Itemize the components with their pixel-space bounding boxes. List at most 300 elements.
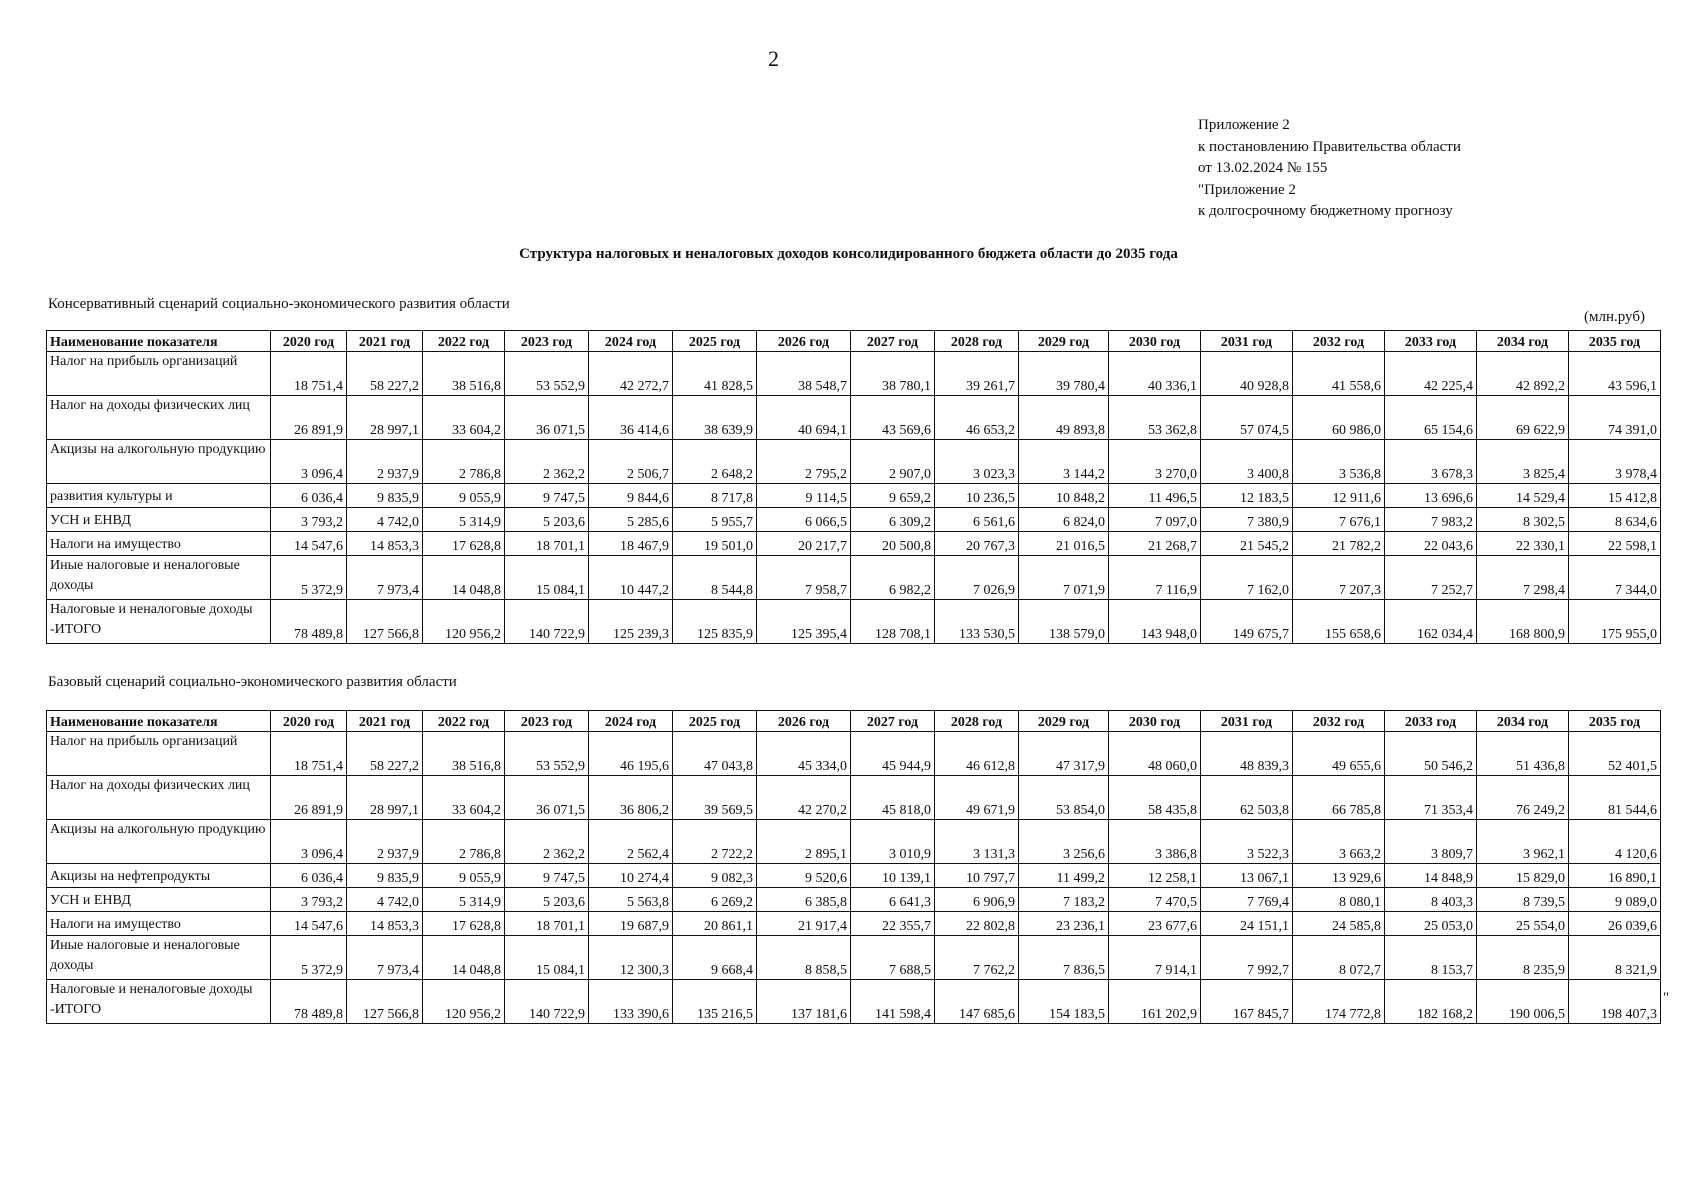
- value-cell: 78 489,8: [271, 600, 347, 644]
- column-header-year: 2027 год: [851, 331, 935, 352]
- column-header-indicator: Наименование показателя: [47, 711, 271, 732]
- value-cell: 15 829,0: [1477, 864, 1569, 888]
- value-cell: 143 948,0: [1109, 600, 1201, 644]
- value-cell: 81 544,6: [1569, 776, 1661, 820]
- value-cell: 2 907,0: [851, 440, 935, 484]
- column-header-year: 2029 год: [1019, 331, 1109, 352]
- column-header-year: 2033 год: [1385, 711, 1477, 732]
- value-cell: 3 793,2: [271, 888, 347, 912]
- value-cell: 149 675,7: [1201, 600, 1293, 644]
- value-cell: 6 066,5: [757, 508, 851, 532]
- value-cell: 175 955,0: [1569, 600, 1661, 644]
- value-cell: 20 217,7: [757, 532, 851, 556]
- value-cell: 23 236,1: [1019, 912, 1109, 936]
- value-cell: 7 676,1: [1293, 508, 1385, 532]
- table-row: [47, 980, 1661, 1024]
- value-cell: 53 552,9: [505, 352, 589, 396]
- value-cell: 49 893,8: [1019, 396, 1109, 440]
- value-cell: 9 055,9: [423, 484, 505, 508]
- value-cell: 46 612,8: [935, 732, 1019, 776]
- value-cell: 76 249,2: [1477, 776, 1569, 820]
- value-cell: 18 467,9: [589, 532, 673, 556]
- appendix-line: к постановлению Правительства области: [1198, 138, 1461, 155]
- value-cell: 26 891,9: [271, 776, 347, 820]
- value-cell: 9 659,2: [851, 484, 935, 508]
- appendix-line: "Приложение 2: [1198, 181, 1296, 198]
- value-cell: 6 036,4: [271, 864, 347, 888]
- value-cell: 2 937,9: [347, 440, 423, 484]
- table-header-row: [47, 711, 1661, 732]
- value-cell: 21 545,2: [1201, 532, 1293, 556]
- value-cell: 10 274,4: [589, 864, 673, 888]
- value-cell: 42 270,2: [757, 776, 851, 820]
- appendix-line: к долгосрочному бюджетному прогнозу: [1198, 203, 1453, 219]
- column-header-year: 2023 год: [505, 331, 589, 352]
- value-cell: 11 496,5: [1109, 484, 1201, 508]
- value-cell: 3 270,0: [1109, 440, 1201, 484]
- value-cell: 127 566,8: [347, 980, 423, 1024]
- value-cell: 39 780,4: [1019, 352, 1109, 396]
- value-cell: 3 256,6: [1019, 820, 1109, 864]
- value-cell: 38 548,7: [757, 352, 851, 396]
- value-cell: 40 694,1: [757, 396, 851, 440]
- value-cell: 12 258,1: [1109, 864, 1201, 888]
- column-header-year: 2032 год: [1293, 331, 1385, 352]
- column-header-year: 2035 год: [1569, 331, 1661, 352]
- value-cell: 190 006,5: [1477, 980, 1569, 1024]
- value-cell: 7 983,2: [1385, 508, 1477, 532]
- value-cell: 13 929,6: [1293, 864, 1385, 888]
- value-cell: 7 097,0: [1109, 508, 1201, 532]
- value-cell: 120 956,2: [423, 600, 505, 644]
- indicator-name-cell: Иные налоговые и неналоговые доходы: [47, 556, 271, 600]
- column-header-year: 2030 год: [1109, 711, 1201, 732]
- value-cell: 33 604,2: [423, 396, 505, 440]
- value-cell: 125 395,4: [757, 600, 851, 644]
- value-cell: 128 708,1: [851, 600, 935, 644]
- value-cell: 13 696,6: [1385, 484, 1477, 508]
- column-header-year: 2021 год: [347, 711, 423, 732]
- value-cell: 58 227,2: [347, 352, 423, 396]
- table-row: [47, 440, 1661, 484]
- value-cell: 28 997,1: [347, 396, 423, 440]
- value-cell: 15 084,1: [505, 556, 589, 600]
- base-scenario-caption: Базовый сценарий социально-экономического развития области: [48, 674, 457, 690]
- value-cell: 14 547,6: [271, 532, 347, 556]
- value-cell: 15 084,1: [505, 936, 589, 980]
- value-cell: 2 895,1: [757, 820, 851, 864]
- value-cell: 9 082,3: [673, 864, 757, 888]
- base-scenario-table: [46, 710, 1661, 1024]
- value-cell: 2 506,7: [589, 440, 673, 484]
- indicator-name-cell: развития культуры и: [47, 484, 271, 508]
- value-cell: 10 236,5: [935, 484, 1019, 508]
- value-cell: 15 412,8: [1569, 484, 1661, 508]
- value-cell: 14 848,9: [1385, 864, 1477, 888]
- indicator-name-cell: Акцизы на алкогольную продукцию: [47, 440, 271, 484]
- value-cell: 66 785,8: [1293, 776, 1385, 820]
- value-cell: 7 380,9: [1201, 508, 1293, 532]
- value-cell: 137 181,6: [757, 980, 851, 1024]
- value-cell: 26 039,6: [1569, 912, 1661, 936]
- value-cell: 53 854,0: [1019, 776, 1109, 820]
- value-cell: 25 554,0: [1477, 912, 1569, 936]
- table-row: [47, 396, 1661, 440]
- value-cell: 7 992,7: [1201, 936, 1293, 980]
- value-cell: 41 828,5: [673, 352, 757, 396]
- value-cell: 138 579,0: [1019, 600, 1109, 644]
- value-cell: 6 309,2: [851, 508, 935, 532]
- value-cell: 36 071,5: [505, 776, 589, 820]
- value-cell: 41 558,6: [1293, 352, 1385, 396]
- value-cell: 3 536,8: [1293, 440, 1385, 484]
- value-cell: 43 596,1: [1569, 352, 1661, 396]
- value-cell: 17 628,8: [423, 912, 505, 936]
- value-cell: 8 403,3: [1385, 888, 1477, 912]
- column-header-year: 2033 год: [1385, 331, 1477, 352]
- value-cell: 9 747,5: [505, 864, 589, 888]
- indicator-name-cell: Налог на доходы физических лиц: [47, 396, 271, 440]
- value-cell: 5 563,8: [589, 888, 673, 912]
- value-cell: 22 802,8: [935, 912, 1019, 936]
- value-cell: 62 503,8: [1201, 776, 1293, 820]
- value-cell: 2 362,2: [505, 440, 589, 484]
- column-header-year: 2024 год: [589, 711, 673, 732]
- value-cell: 162 034,4: [1385, 600, 1477, 644]
- value-cell: 9 055,9: [423, 864, 505, 888]
- value-cell: 135 216,5: [673, 980, 757, 1024]
- value-cell: 2 562,4: [589, 820, 673, 864]
- value-cell: 7 344,0: [1569, 556, 1661, 600]
- column-header-year: 2020 год: [271, 711, 347, 732]
- column-header-year: 2024 год: [589, 331, 673, 352]
- column-header-year: 2023 год: [505, 711, 589, 732]
- value-cell: 3 400,8: [1201, 440, 1293, 484]
- value-cell: 10 139,1: [851, 864, 935, 888]
- value-cell: 38 780,1: [851, 352, 935, 396]
- value-cell: 2 795,2: [757, 440, 851, 484]
- value-cell: 14 853,3: [347, 912, 423, 936]
- value-cell: 10 797,7: [935, 864, 1019, 888]
- value-cell: 127 566,8: [347, 600, 423, 644]
- indicator-name-cell: Налоговые и неналоговые доходы -ИТОГО: [47, 600, 271, 644]
- value-cell: 8 544,8: [673, 556, 757, 600]
- value-cell: 161 202,9: [1109, 980, 1201, 1024]
- column-header-year: 2034 год: [1477, 711, 1569, 732]
- column-header-year: 2021 год: [347, 331, 423, 352]
- value-cell: 42 892,2: [1477, 352, 1569, 396]
- indicator-name-cell: Акцизы на алкогольную продукцию: [47, 820, 271, 864]
- value-cell: 14 547,6: [271, 912, 347, 936]
- table-header-row: [47, 331, 1661, 352]
- indicator-name-cell: Налог на прибыль организаций: [47, 732, 271, 776]
- value-cell: 9 844,6: [589, 484, 673, 508]
- value-cell: 10 447,2: [589, 556, 673, 600]
- value-cell: 24 585,8: [1293, 912, 1385, 936]
- value-cell: 8 302,5: [1477, 508, 1569, 532]
- value-cell: 22 355,7: [851, 912, 935, 936]
- value-cell: 40 928,8: [1201, 352, 1293, 396]
- value-cell: 3 809,7: [1385, 820, 1477, 864]
- value-cell: 48 060,0: [1109, 732, 1201, 776]
- value-cell: 13 067,1: [1201, 864, 1293, 888]
- value-cell: 4 742,0: [347, 888, 423, 912]
- value-cell: 7 162,0: [1201, 556, 1293, 600]
- table-row: [47, 936, 1661, 980]
- value-cell: 58 227,2: [347, 732, 423, 776]
- value-cell: 48 839,3: [1201, 732, 1293, 776]
- value-cell: 10 848,2: [1019, 484, 1109, 508]
- value-cell: 20 861,1: [673, 912, 757, 936]
- value-cell: 49 655,6: [1293, 732, 1385, 776]
- value-cell: 198 407,3: [1569, 980, 1661, 1024]
- table-row: [47, 912, 1661, 936]
- column-header-year: 2025 год: [673, 711, 757, 732]
- value-cell: 65 154,6: [1385, 396, 1477, 440]
- value-cell: 50 546,2: [1385, 732, 1477, 776]
- value-cell: 7 836,5: [1019, 936, 1109, 980]
- value-cell: 8 321,9: [1569, 936, 1661, 980]
- value-cell: 125 835,9: [673, 600, 757, 644]
- value-cell: 154 183,5: [1019, 980, 1109, 1024]
- value-cell: 19 687,9: [589, 912, 673, 936]
- value-cell: 3 096,4: [271, 440, 347, 484]
- column-header-year: 2027 год: [851, 711, 935, 732]
- value-cell: 26 891,9: [271, 396, 347, 440]
- value-cell: 16 890,1: [1569, 864, 1661, 888]
- value-cell: 42 272,7: [589, 352, 673, 396]
- indicator-name-cell: Иные налоговые и неналоговые доходы: [47, 936, 271, 980]
- conservative-scenario-caption: Консервативный сценарий социально-экономического развития области: [48, 296, 510, 312]
- value-cell: 3 144,2: [1019, 440, 1109, 484]
- value-cell: 3 678,3: [1385, 440, 1477, 484]
- table-row: [47, 864, 1661, 888]
- table-row: [47, 888, 1661, 912]
- column-header-year: 2025 год: [673, 331, 757, 352]
- value-cell: 43 569,6: [851, 396, 935, 440]
- value-cell: 6 906,9: [935, 888, 1019, 912]
- value-cell: 7 973,4: [347, 556, 423, 600]
- indicator-name-cell: Акцизы на нефтепродукты: [47, 864, 271, 888]
- value-cell: 2 648,2: [673, 440, 757, 484]
- value-cell: 7 769,4: [1201, 888, 1293, 912]
- value-cell: 12 300,3: [589, 936, 673, 980]
- value-cell: 3 825,4: [1477, 440, 1569, 484]
- value-cell: 141 598,4: [851, 980, 935, 1024]
- value-cell: 5 314,9: [423, 888, 505, 912]
- value-cell: 3 962,1: [1477, 820, 1569, 864]
- value-cell: 2 362,2: [505, 820, 589, 864]
- column-header-year: 2030 год: [1109, 331, 1201, 352]
- table-row: [47, 352, 1661, 396]
- value-cell: 40 336,1: [1109, 352, 1201, 396]
- value-cell: 7 958,7: [757, 556, 851, 600]
- value-cell: 8 235,9: [1477, 936, 1569, 980]
- value-cell: 7 116,9: [1109, 556, 1201, 600]
- value-cell: 7 026,9: [935, 556, 1019, 600]
- value-cell: 18 701,1: [505, 912, 589, 936]
- value-cell: 4 120,6: [1569, 820, 1661, 864]
- value-cell: 38 516,8: [423, 732, 505, 776]
- value-cell: 7 071,9: [1019, 556, 1109, 600]
- indicator-name-cell: УСН и ЕНВД: [47, 508, 271, 532]
- value-cell: 36 414,6: [589, 396, 673, 440]
- value-cell: 3 096,4: [271, 820, 347, 864]
- appendix-line: Приложение 2: [1198, 117, 1290, 133]
- value-cell: 20 500,8: [851, 532, 935, 556]
- value-cell: 2 786,8: [423, 440, 505, 484]
- value-cell: 22 330,1: [1477, 532, 1569, 556]
- value-cell: 6 982,2: [851, 556, 935, 600]
- column-header-year: 2035 год: [1569, 711, 1661, 732]
- column-header-year: 2022 год: [423, 711, 505, 732]
- value-cell: 47 043,8: [673, 732, 757, 776]
- value-cell: 9 668,4: [673, 936, 757, 980]
- value-cell: 46 653,2: [935, 396, 1019, 440]
- value-cell: 155 658,6: [1293, 600, 1385, 644]
- value-cell: 38 639,9: [673, 396, 757, 440]
- column-header-year: 2031 год: [1201, 331, 1293, 352]
- value-cell: 14 853,3: [347, 532, 423, 556]
- value-cell: 53 552,9: [505, 732, 589, 776]
- value-cell: 182 168,2: [1385, 980, 1477, 1024]
- value-cell: 6 824,0: [1019, 508, 1109, 532]
- value-cell: 74 391,0: [1569, 396, 1661, 440]
- value-cell: 6 385,8: [757, 888, 851, 912]
- value-cell: 33 604,2: [423, 776, 505, 820]
- column-header-year: 2022 год: [423, 331, 505, 352]
- value-cell: 8 153,7: [1385, 936, 1477, 980]
- value-cell: 36 071,5: [505, 396, 589, 440]
- column-header-year: 2032 год: [1293, 711, 1385, 732]
- value-cell: 174 772,8: [1293, 980, 1385, 1024]
- value-cell: 7 688,5: [851, 936, 935, 980]
- column-header-year: 2020 год: [271, 331, 347, 352]
- value-cell: 6 561,6: [935, 508, 1019, 532]
- value-cell: 133 530,5: [935, 600, 1019, 644]
- value-cell: 5 372,9: [271, 556, 347, 600]
- value-cell: 6 641,3: [851, 888, 935, 912]
- value-cell: 11 499,2: [1019, 864, 1109, 888]
- closing-quote: ": [1663, 990, 1670, 1006]
- value-cell: 7 973,4: [347, 936, 423, 980]
- value-cell: 8 739,5: [1477, 888, 1569, 912]
- value-cell: 3 663,2: [1293, 820, 1385, 864]
- value-cell: 22 598,1: [1569, 532, 1661, 556]
- value-cell: 42 225,4: [1385, 352, 1477, 396]
- value-cell: 7 914,1: [1109, 936, 1201, 980]
- value-cell: 2 786,8: [423, 820, 505, 864]
- appendix-note: [1198, 115, 1461, 223]
- value-cell: 3 522,3: [1201, 820, 1293, 864]
- value-cell: 78 489,8: [271, 980, 347, 1024]
- value-cell: 45 334,0: [757, 732, 851, 776]
- indicator-name-cell: УСН и ЕНВД: [47, 888, 271, 912]
- table-row: [47, 600, 1661, 644]
- value-cell: 58 435,8: [1109, 776, 1201, 820]
- table-row: [47, 820, 1661, 864]
- value-cell: 39 569,5: [673, 776, 757, 820]
- value-cell: 46 195,6: [589, 732, 673, 776]
- value-cell: 9 835,9: [347, 864, 423, 888]
- value-cell: 45 818,0: [851, 776, 935, 820]
- value-cell: 17 628,8: [423, 532, 505, 556]
- value-cell: 8 717,8: [673, 484, 757, 508]
- value-cell: 5 285,6: [589, 508, 673, 532]
- column-header-indicator: Наименование показателя: [47, 331, 271, 352]
- value-cell: 39 261,7: [935, 352, 1019, 396]
- indicator-name-cell: Налоги на имущество: [47, 912, 271, 936]
- value-cell: 125 239,3: [589, 600, 673, 644]
- column-header-year: 2029 год: [1019, 711, 1109, 732]
- value-cell: 7 252,7: [1385, 556, 1477, 600]
- value-cell: 4 742,0: [347, 508, 423, 532]
- value-cell: 21 917,4: [757, 912, 851, 936]
- value-cell: 57 074,5: [1201, 396, 1293, 440]
- value-cell: 18 701,1: [505, 532, 589, 556]
- value-cell: 25 053,0: [1385, 912, 1477, 936]
- value-cell: 8 080,1: [1293, 888, 1385, 912]
- document-title: Структура налоговых и неналоговых доходов консолидированного бюджета области до 2035 года: [519, 246, 1178, 262]
- value-cell: 5 314,9: [423, 508, 505, 532]
- value-cell: 12 183,5: [1201, 484, 1293, 508]
- value-cell: 5 203,6: [505, 888, 589, 912]
- value-cell: 6 036,4: [271, 484, 347, 508]
- value-cell: 3 386,8: [1109, 820, 1201, 864]
- indicator-name-cell: Налог на прибыль организаций: [47, 352, 271, 396]
- column-header-year: 2026 год: [757, 711, 851, 732]
- value-cell: 3 978,4: [1569, 440, 1661, 484]
- value-cell: 9 747,5: [505, 484, 589, 508]
- value-cell: 167 845,7: [1201, 980, 1293, 1024]
- value-cell: 147 685,6: [935, 980, 1019, 1024]
- value-cell: 53 362,8: [1109, 396, 1201, 440]
- value-cell: 5 955,7: [673, 508, 757, 532]
- column-header-year: 2031 год: [1201, 711, 1293, 732]
- value-cell: 7 183,2: [1019, 888, 1109, 912]
- value-cell: 9 835,9: [347, 484, 423, 508]
- value-cell: 3 010,9: [851, 820, 935, 864]
- value-cell: 47 317,9: [1019, 732, 1109, 776]
- table-row: [47, 556, 1661, 600]
- value-cell: 18 751,4: [271, 732, 347, 776]
- value-cell: 5 203,6: [505, 508, 589, 532]
- page-number: 2: [768, 46, 779, 71]
- column-header-year: 2028 год: [935, 711, 1019, 732]
- value-cell: 7 207,3: [1293, 556, 1385, 600]
- value-cell: 49 671,9: [935, 776, 1019, 820]
- value-cell: 12 911,6: [1293, 484, 1385, 508]
- value-cell: 5 372,9: [271, 936, 347, 980]
- value-cell: 9 114,5: [757, 484, 851, 508]
- value-cell: 20 767,3: [935, 532, 1019, 556]
- value-cell: 9 089,0: [1569, 888, 1661, 912]
- value-cell: 133 390,6: [589, 980, 673, 1024]
- value-cell: 21 016,5: [1019, 532, 1109, 556]
- value-cell: 22 043,6: [1385, 532, 1477, 556]
- units-label: (млн.руб): [1584, 309, 1645, 325]
- value-cell: 38 516,8: [423, 352, 505, 396]
- value-cell: 120 956,2: [423, 980, 505, 1024]
- value-cell: 28 997,1: [347, 776, 423, 820]
- value-cell: 52 401,5: [1569, 732, 1661, 776]
- value-cell: 9 520,6: [757, 864, 851, 888]
- indicator-name-cell: Налоги на имущество: [47, 532, 271, 556]
- table-row: [47, 732, 1661, 776]
- value-cell: 8 072,7: [1293, 936, 1385, 980]
- value-cell: 14 529,4: [1477, 484, 1569, 508]
- table-row: [47, 776, 1661, 820]
